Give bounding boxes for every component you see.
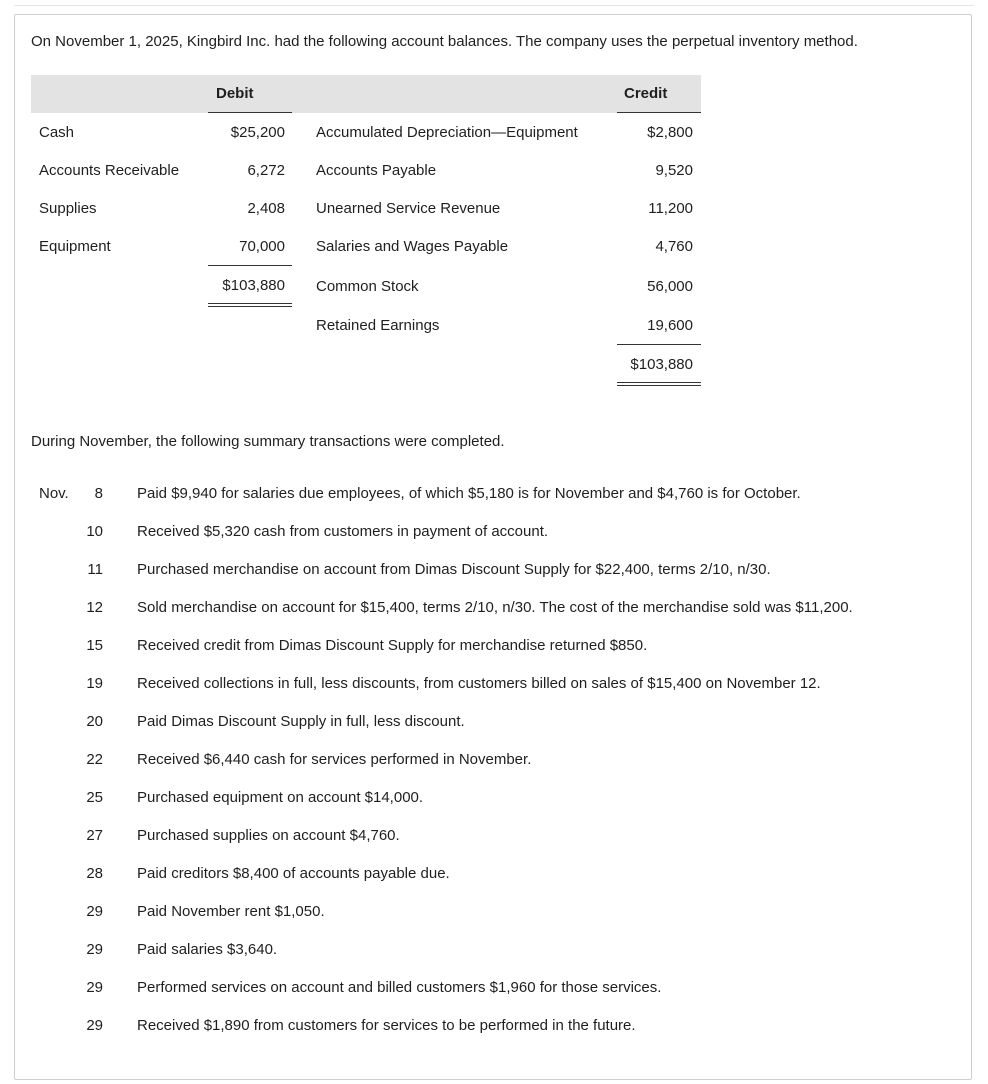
transaction-row [31, 789, 931, 809]
credit-header-underline [617, 112, 701, 113]
transaction-text: Paid salaries $3,640. [137, 941, 278, 958]
balance-table [31, 75, 701, 405]
debit-account: Cash [39, 124, 75, 141]
transaction-row [31, 675, 931, 695]
credit-amount: 19,600 [647, 317, 693, 334]
transaction-row [31, 485, 931, 505]
transaction-text: Sold merchandise on account for $15,400, terms 2/10, n/30. The cost of the merchandise sold was $11,200. [137, 599, 853, 616]
debit-total: $103,880 [222, 277, 285, 294]
credit-account: Accounts Payable [316, 162, 437, 179]
debit-subtotal-rule [208, 265, 292, 266]
intro-text: On November 1, 2025, Kingbird Inc. had the following account balances. The company uses the perpetual inventory method. [31, 33, 858, 50]
transaction-text: Received $5,320 cash from customers in payment of account. [137, 523, 549, 540]
transaction-day: 20 [86, 713, 103, 730]
credit-subtotal-rule [617, 344, 701, 345]
transaction-row [31, 865, 931, 885]
credit-account: Accumulated Depreciation—Equipment [316, 124, 578, 141]
debit-amount: $25,200 [230, 124, 285, 141]
transaction-text: Paid Dimas Discount Supply in full, less discount. [137, 713, 465, 730]
credit-account: Salaries and Wages Payable [316, 238, 509, 255]
credit-amount: $2,800 [647, 124, 693, 141]
credit-account: Common Stock [316, 278, 419, 295]
debit-account: Supplies [39, 200, 97, 217]
transaction-text: Received credit from Dimas Discount Supply for merchandise returned $850. [137, 637, 648, 654]
transaction-text: Purchased merchandise on account from Dimas Discount Supply for $22,400, terms 2/10, n/30. [137, 561, 771, 578]
credit-amount: 4,760 [655, 238, 693, 255]
transaction-text: Paid $9,940 for salaries due employees, of which $5,180 is for November and $4,760 is for October. [137, 485, 801, 502]
problem-card [14, 14, 972, 1080]
transaction-row [31, 599, 931, 619]
debit-account: Accounts Receivable [39, 162, 180, 179]
debit-amount: 6,272 [247, 162, 285, 179]
transaction-row [31, 751, 931, 771]
transaction-row [31, 637, 931, 657]
transaction-row [31, 561, 931, 581]
transaction-day: 28 [86, 865, 103, 882]
debit-header-underline [208, 112, 292, 113]
transaction-month: Nov. [39, 485, 69, 502]
transaction-row [31, 903, 931, 923]
debit-amount: 2,408 [247, 200, 285, 217]
top-divider [14, 5, 974, 6]
credit-total: $103,880 [630, 356, 693, 373]
transaction-row [31, 941, 931, 961]
table-header [31, 75, 701, 113]
debit-amount: 70,000 [239, 238, 285, 255]
transaction-day: 29 [86, 979, 103, 996]
transaction-text: Received $1,890 from customers for services to be performed in the future. [137, 1017, 636, 1034]
transaction-text: Paid creditors $8,400 of accounts payable due. [137, 865, 450, 882]
transaction-day: 29 [86, 1017, 103, 1034]
transaction-row [31, 979, 931, 999]
transaction-row [31, 523, 931, 543]
transaction-day: 29 [86, 941, 103, 958]
transaction-day: 15 [86, 637, 103, 654]
debit-account: Equipment [39, 238, 111, 255]
transaction-text: Paid November rent $1,050. [137, 903, 325, 920]
credit-account: Unearned Service Revenue [316, 200, 501, 217]
during-text: During November, the following summary transactions were completed. [31, 433, 505, 450]
transaction-day: 27 [86, 827, 103, 844]
transaction-day: 12 [86, 599, 103, 616]
transaction-text: Performed services on account and billed customers $1,960 for those services. [137, 979, 662, 996]
credit-account: Retained Earnings [316, 317, 440, 334]
debit-header: Debit [216, 85, 254, 102]
credit-amount: 11,200 [648, 200, 693, 217]
transaction-day: 19 [86, 675, 103, 692]
transaction-row [31, 827, 931, 847]
transaction-text: Purchased supplies on account $4,760. [137, 827, 400, 844]
transaction-text: Purchased equipment on account $14,000. [137, 789, 424, 806]
transaction-text: Received $6,440 cash for services performed in November. [137, 751, 532, 768]
transaction-day: 8 [94, 485, 103, 502]
transaction-day: 25 [86, 789, 103, 806]
credit-total-double-rule [617, 382, 701, 386]
transaction-row [31, 713, 931, 733]
transaction-day: 11 [87, 561, 103, 578]
credit-header: Credit [624, 85, 668, 102]
credit-amount: 56,000 [647, 278, 693, 295]
transaction-day: 10 [86, 523, 103, 540]
transaction-row [31, 1017, 931, 1037]
transaction-day: 29 [86, 903, 103, 920]
transaction-day: 22 [86, 751, 103, 768]
transaction-text: Received collections in full, less discounts, from customers billed on sales of $15,400 on November 12. [137, 675, 821, 692]
credit-amount: 9,520 [655, 162, 693, 179]
debit-total-double-rule [208, 303, 292, 307]
